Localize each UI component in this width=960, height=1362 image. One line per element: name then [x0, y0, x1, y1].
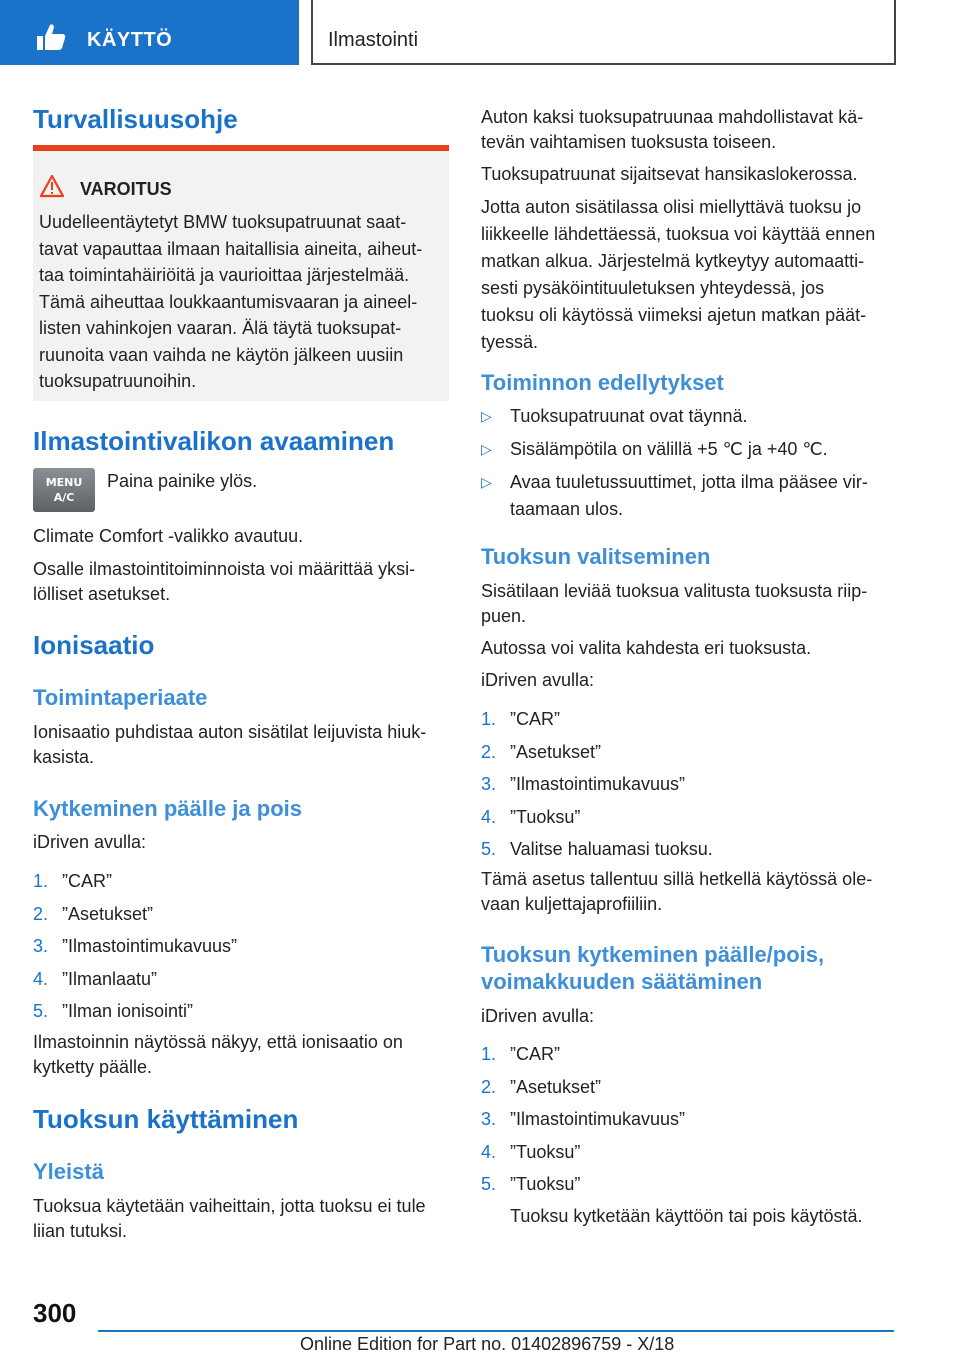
step-number: 3.: [481, 1109, 497, 1129]
text-line: sesti pysäköintituuletuksen yhteydessä, jos: [481, 278, 825, 298]
step-text: ”Tuoksu”: [510, 1141, 581, 1162]
step-text: ”Ilmastointimukavuus”: [510, 1109, 686, 1129]
step-text: ”Ilmastointimukavuus”: [62, 936, 238, 956]
step-number: 5.: [481, 1174, 497, 1194]
final-text: Tuoksu kytketään käyttöön tai pois käytöstä.: [510, 1206, 863, 1226]
heading-general: Yleistä: [33, 1159, 104, 1184]
heading-menu: Ilmastointivalikon avaaminen: [33, 426, 395, 456]
individual-text-2: lölliset asetukset.: [33, 584, 171, 604]
heading-onoff: Kytkeminen päälle ja pois: [33, 796, 302, 821]
select-steps-list: [481, 706, 897, 869]
cartridge-location: Tuoksupatruunat sijaitsevat hansikaslokerossa.: [481, 164, 858, 184]
step-number: 2.: [33, 903, 49, 924]
heading-ionisation: Ionisaatio: [33, 630, 155, 660]
bullet-text: Avaa tuuletussuuttimet, jotta ilma pääsee vir- taamaan ulos.: [510, 472, 868, 519]
heading-principle: Toimintaperiaate: [33, 685, 208, 710]
ion-steps-list: [33, 868, 449, 1031]
warning-triangle-icon: [39, 174, 65, 198]
saved-text-2: vaan kuljettajaprofiiliin.: [481, 894, 663, 914]
text-line: tuoksu oli käytössä viimeksi ajetun matkan päät-: [481, 305, 867, 325]
step-text: ”Asetukset”: [510, 741, 602, 762]
chapter-title: Ilmastointi: [328, 29, 419, 51]
menu-button-label-ac: A/C: [53, 491, 75, 504]
step-text: Valitse haluamasi tuoksu.: [510, 839, 713, 859]
list-item: [481, 771, 897, 804]
chapter-header: [311, 0, 896, 65]
step-number: 3.: [33, 936, 49, 956]
step-text: ”CAR”: [510, 1044, 560, 1064]
step-text: ”Ilman ionisointi”: [62, 1001, 194, 1021]
bullet-icon: ▷: [481, 474, 492, 490]
list-item: [481, 1074, 897, 1107]
select-text-3: Autossa voi valita kahdesta eri tuoksusta.: [481, 638, 812, 658]
heading-select-scent: Tuoksun valitseminen: [481, 544, 711, 569]
step-text: ”Ilmastointimukavuus”: [510, 774, 686, 794]
individual-text: Osalle ilmastointitoiminnoista voi määrittää yksi-: [33, 559, 416, 579]
bullet-icon: ▷: [481, 408, 492, 424]
hand-pointer-icon: [34, 22, 68, 52]
step-number: 5.: [33, 1001, 49, 1021]
list-item: [481, 1041, 897, 1074]
list-item: [481, 1171, 897, 1204]
step-number: 1.: [481, 709, 497, 729]
pre-start-text: [481, 194, 897, 356]
press-text: Paina painike ylös.: [107, 471, 258, 491]
list-item: [481, 403, 897, 436]
list-item: [481, 804, 897, 837]
step-number: 4.: [33, 968, 49, 989]
warning-line: taa toimintahäiriöitä ja vaurioittaa järjestelmää.: [39, 265, 410, 285]
section-tab: [0, 0, 299, 65]
menu-button-label: MENU: [45, 476, 83, 489]
idrive-text-2: iDriven avulla:: [481, 1006, 595, 1026]
scent-intro-2: tevän vaihtamisen tuoksusta toiseen.: [481, 132, 777, 152]
list-item: [481, 706, 897, 739]
step-number: 4.: [481, 1141, 497, 1162]
step-number: 1.: [33, 871, 49, 891]
edition-note: Online Edition for Part no. 01402896759 - X/18: [300, 1334, 675, 1354]
heading-safety: Turvallisuusohje: [33, 104, 238, 134]
warning-title: VAROITUS: [80, 179, 172, 199]
principle-text-2: kasista.: [33, 747, 95, 767]
bullet-icon: ▷: [481, 441, 492, 457]
saved-text: Tämä asetus tallentuu sillä hetkellä käytössä ole-: [481, 869, 873, 889]
heading-intensity-2: voimakkuuden säätäminen: [481, 969, 763, 994]
bullet-text: Sisälämpötila on välillä +5 ℃ ja +40 ℃.: [510, 439, 828, 459]
warning-line: listen vahinkojen vaaran. Älä täytä tuoksupat-: [39, 318, 402, 338]
text-line: Jotta auton sisätilassa olisi miellyttävä tuoksu jo: [481, 197, 862, 217]
list-item: [33, 966, 449, 999]
heading-intensity: Tuoksun kytkeminen päälle/pois,: [481, 942, 825, 967]
warning-line: tuoksupatruunoihin.: [39, 371, 197, 391]
warning-line: Tämä aiheuttaa loukkaantumisvaaran ja aineel-: [39, 291, 418, 312]
text-line: matkan alkua. Järjestelmä kytkeytyy automaatti-: [481, 251, 865, 271]
step-number: 3.: [481, 774, 497, 794]
list-item: [481, 469, 897, 523]
step-text: ”Ilmanlaatu”: [62, 968, 158, 989]
list-item: [33, 901, 449, 934]
bullet-text: Tuoksupatruunat ovat täynnä.: [510, 406, 748, 426]
heading-prerequisites: Toiminnon edellytykset: [481, 370, 724, 395]
warning-box: [33, 145, 449, 401]
warning-text: [39, 209, 439, 395]
step-text: ”Asetukset”: [510, 1076, 602, 1097]
step-number: 1.: [481, 1044, 497, 1064]
section-title: KÄYTTÖ: [87, 29, 173, 51]
menu-ac-button-icon: [33, 468, 95, 512]
list-item: [33, 998, 449, 1031]
list-item: [33, 933, 449, 966]
warning-line: ruunoita vaan vaihda ne käytön jälkeen uusiin: [39, 344, 404, 365]
principle-text: Ionisaatio puhdistaa auton sisätilat leijuvista hiuk-: [33, 722, 427, 742]
climate-opens-text: Climate Comfort -valikko avautuu.: [33, 526, 304, 546]
list-item: [33, 868, 449, 901]
list-item: [481, 1106, 897, 1139]
text-line: tyessä.: [481, 332, 539, 352]
intensity-steps-list: [481, 1041, 897, 1204]
list-item: [481, 436, 897, 469]
general-text-2: liian tutuksi.: [33, 1221, 128, 1241]
footer-divider: [98, 1330, 894, 1332]
page-number: 300: [33, 1298, 77, 1328]
step-text: ”Tuoksu”: [510, 806, 581, 827]
idrive-text: iDriven avulla:: [33, 832, 147, 852]
scent-intro: Auton kaksi tuoksupatruunaa mahdollistavat kä-: [481, 107, 864, 127]
list-item: [481, 739, 897, 772]
general-text: Tuoksua käytetään vaiheittain, jotta tuoksu ei tule: [33, 1196, 426, 1216]
display-text: Ilmastoinnin näytössä näkyy, että ionisaatio on: [33, 1032, 403, 1052]
list-item: [481, 1139, 897, 1172]
step-text: ”CAR”: [62, 871, 112, 891]
select-text-2: puen.: [481, 606, 527, 626]
select-text: Sisätilaan leviää tuoksua valitusta tuoksusta riip-: [481, 581, 868, 601]
warning-line: Uudelleentäytetyt BMW tuoksupatruunat saat-: [39, 212, 407, 232]
heading-scent-use: Tuoksun käyttäminen: [33, 1104, 299, 1134]
list-item: [481, 836, 897, 869]
prerequisites-list: [481, 403, 897, 523]
step-text: ”Asetukset”: [62, 903, 154, 924]
display-text-2: kytketty päälle.: [33, 1057, 153, 1077]
step-text: ”Tuoksu”: [510, 1174, 581, 1194]
step-number: 2.: [481, 741, 497, 762]
warning-line: tavat vapauttaa ilmaan haitallisia aineita, aiheut-: [39, 238, 423, 259]
step-number: 4.: [481, 806, 497, 827]
idrive-text: iDriven avulla:: [481, 670, 595, 690]
step-text: ”CAR”: [510, 709, 560, 729]
text-line: liikkeelle lähdettäessä, tuoksua voi käyttää ennen: [481, 224, 876, 244]
step-number: 2.: [481, 1076, 497, 1097]
step-number: 5.: [481, 839, 497, 859]
